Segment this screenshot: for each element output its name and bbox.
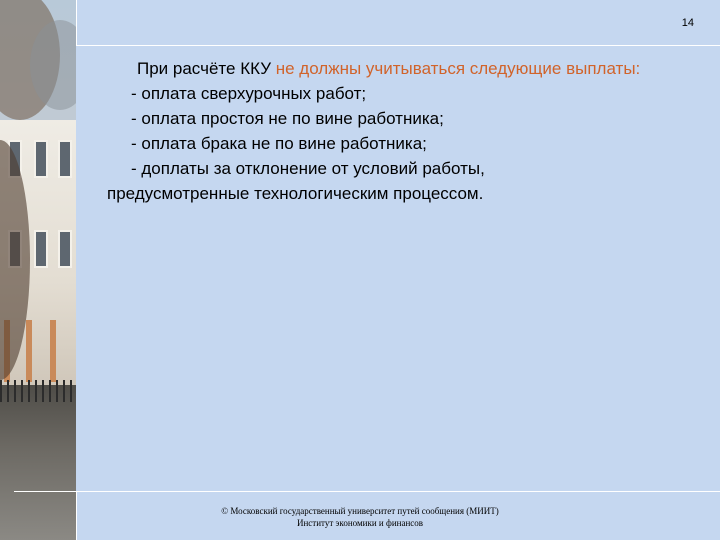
page-number: 14 xyxy=(681,17,694,29)
fence xyxy=(0,380,76,402)
building-photo xyxy=(0,0,76,540)
list-item-continuation: предусмотренные технологическим процессом. xyxy=(107,184,484,203)
intro-paragraph xyxy=(107,56,667,81)
street-ground xyxy=(0,385,76,540)
divider-vertical-top xyxy=(76,0,77,46)
list-item: - оплата брака не по вине работника; xyxy=(131,134,427,153)
divider-bottom xyxy=(14,491,720,492)
slide-body xyxy=(107,56,667,206)
footer xyxy=(160,505,560,529)
list-item: - оплата простоя не по вине работника; xyxy=(131,109,444,128)
footer-copyright: © Московский государственный университет путей сообщения (МИИТ) xyxy=(221,506,499,516)
footer-institute: Институт экономики и финансов xyxy=(296,518,424,528)
intro-text: При расчёте ККУ xyxy=(137,59,276,78)
list-item: - доплаты за отклонение от условий работы, xyxy=(131,159,485,178)
intro-highlight: не должны учитываться следующие выплаты: xyxy=(275,59,641,78)
divider-top xyxy=(76,45,720,46)
divider-vertical-bottom xyxy=(76,491,77,540)
list-item: - оплата сверхурочных работ; xyxy=(131,84,367,103)
